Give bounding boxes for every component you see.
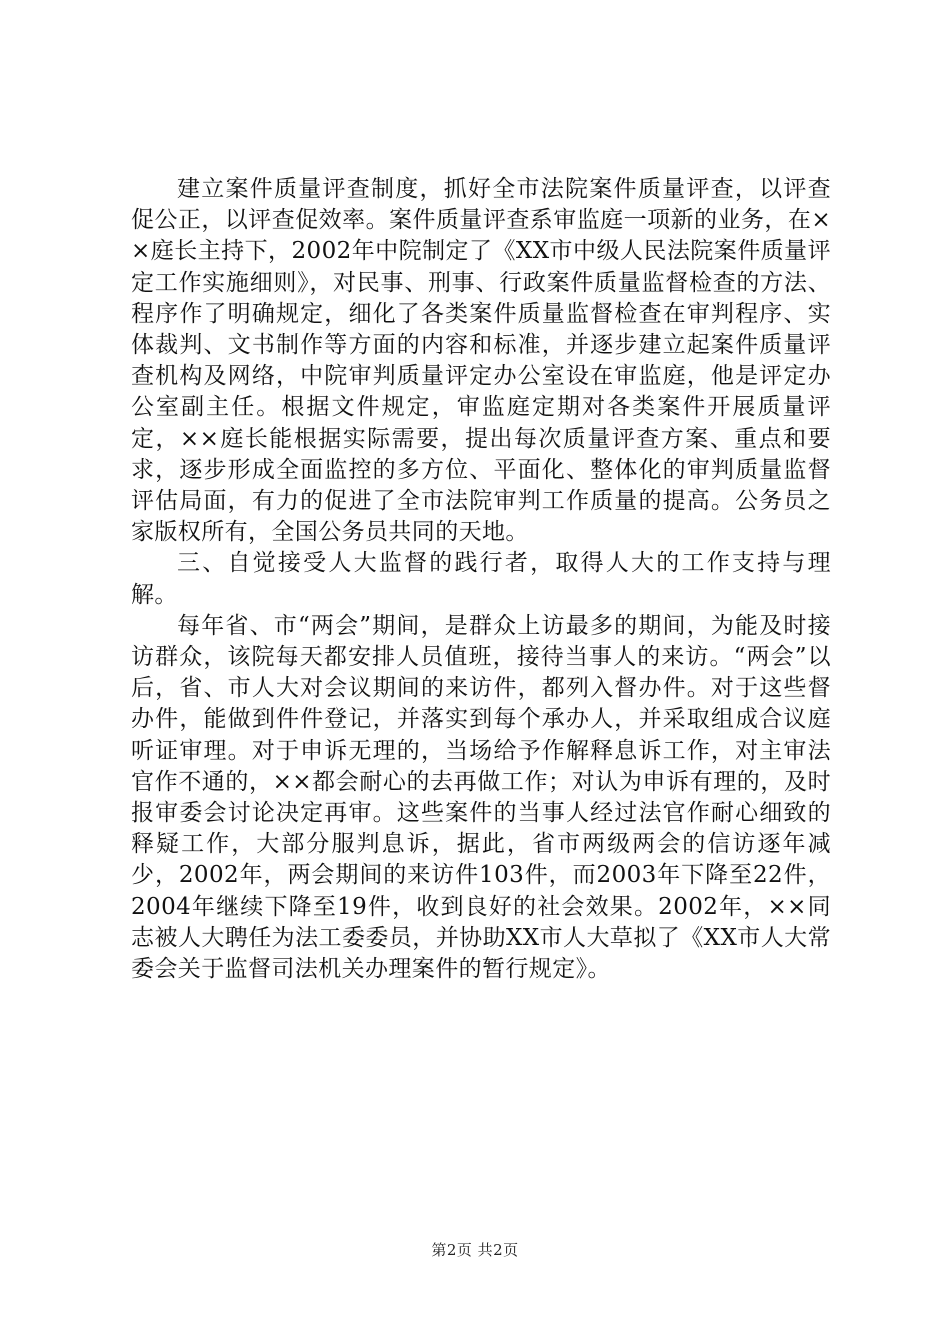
paragraph-npc-supervision: 每年省、市“两会”期间，是群众上访最多的期间，为能及时接访群众，该院每天都安排人员值班，接待当事人的来访。“两会”以后，省、市人大对会议期间的来访件，都列入督办件。对于这些督办件，能做到件件登记，并落实到每个承办人，并采取组成合议庭听证审理。对于申诉无理的，当场给予作解释息诉工作，对主审法官作不通的，××都会耐心的去再做工作；对认为申诉有理的，及时报审委会讨论决定再审。这些案件的当事人经过法官作耐心细致的释疑工作，大部分服判息诉，据此，省市两级两会的信访逐年减少，2002年，两会期间的来访件103件，而2003年下降至22件，2004年继续下降至19件，收到良好的社会效果。2002年，××同志被人大聘任为法工委委员，并协助XX市人大草拟了《XX市人大常委会关于监督司法机关办理案件的暂行规定》。 — [131, 612, 831, 983]
paragraph-case-quality-review: 建立案件质量评查制度，抓好全市法院案件质量评查，以评查促公正，以评查促效率。案件质量评查系审监庭一项新的业务，在××庭长主持下，2002年中院制定了《XX市中级人民法院案件质量评定工作实施细则》，对民事、刑事、行政案件质量监督检查的方法、程序作了明确规定，细化了各类案件质量监督检查在审判程序、实体裁判、文书制作等方面的内容和标准，并逐步建立起案件质量评查机构及网络，中院审判质量评定办公室设在审监庭，他是评定办公室副主任。根据文件规定，审监庭定期对各类案件开展质量评定，××庭长能根据实际需要，提出每次质量评查方案、重点和要求，逐步形成全面监控的多方位、平面化、整体化的审判质量监督评估局面，有力的促进了全市法院审判工作质量的提高。公务员之家版权所有，全国公务员共同的天地。 — [131, 176, 831, 546]
paragraph-section-heading: 三、自觉接受人大监督的践行者，取得人大的工作支持与理解。 — [131, 550, 831, 608]
document-body — [131, 174, 831, 985]
page-number-footer: 第2页 共2页 — [431, 1241, 519, 1259]
